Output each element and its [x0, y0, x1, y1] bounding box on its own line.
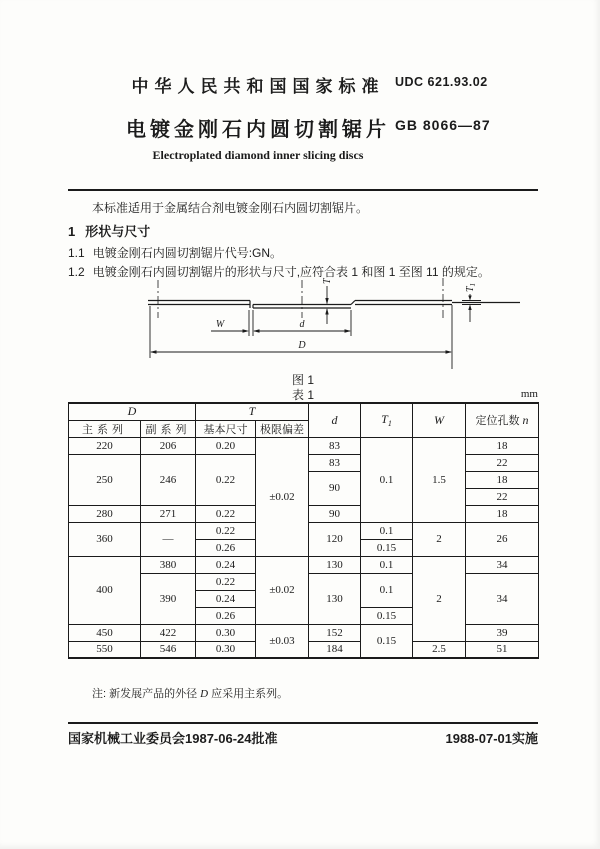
table-cell: 51	[466, 641, 539, 658]
table-cell: 0.30	[196, 641, 256, 658]
clause-1-2-text: 电镀金刚石内圆切割锯片的形状与尺寸,应符合表 1 和图 1 至图 11 的规定。	[92, 265, 490, 279]
table-cell: 0.22	[196, 573, 256, 590]
table-cell: 120	[309, 522, 361, 556]
table-cell: 206	[141, 437, 196, 454]
table-cell: ±0.02	[256, 437, 309, 556]
clause-1-1-text: 电镀金刚石内圆切割锯片代号:GN。	[92, 246, 283, 260]
dim-label-W: W	[215, 319, 225, 330]
udc-number: UDC 621.93.02	[395, 75, 488, 89]
table-cell: 422	[141, 624, 196, 641]
header-basic-size: 基本尺寸	[196, 420, 256, 437]
table-cell: 0.1	[361, 573, 413, 607]
dimension-D	[150, 305, 452, 369]
dim-label-d: d	[299, 319, 305, 330]
table-cell: 220	[69, 437, 141, 454]
dim-label-T: T	[322, 278, 333, 284]
table-cell: 250	[69, 454, 141, 505]
table-cell: 0.22	[196, 505, 256, 522]
table-header	[69, 403, 539, 437]
table-cell: 39	[466, 624, 539, 641]
table-cell: 390	[141, 573, 196, 624]
document-title-chinese: 电镀金刚石内圆切割锯片	[126, 119, 390, 141]
dim-label-T1-sub: 1	[469, 282, 477, 287]
table-cell: 22	[466, 488, 539, 505]
table-row	[69, 437, 539, 454]
header-T-group: T	[196, 403, 309, 420]
table-cell: 18	[466, 505, 539, 522]
table-cell: 271	[141, 505, 196, 522]
table-header-row-groups	[69, 403, 539, 420]
table-cell: 0.1	[361, 437, 413, 522]
table-cell: 0.22	[196, 522, 256, 539]
table-1-caption: 表 1	[291, 388, 314, 402]
table-cell: 1.5	[413, 437, 466, 522]
table-cell: 0.26	[196, 539, 256, 556]
table-cell: 18	[466, 437, 539, 454]
table-cell: 130	[309, 573, 361, 624]
section-1-number: 1	[68, 224, 76, 239]
scope-paragraph: 本标准适用于金属结合剂电镀金刚石内圆切割锯片。	[92, 201, 369, 215]
dimension-table	[68, 402, 539, 659]
table-cell: 26	[466, 522, 539, 556]
table-cell: 130	[309, 556, 361, 573]
centerlines	[158, 278, 443, 320]
table-cell: —	[141, 522, 196, 556]
note-variable-D: D	[200, 688, 209, 700]
table-cell: 22	[466, 454, 539, 471]
figure-1-drawing	[68, 272, 538, 372]
table-unit-label: mm	[520, 388, 538, 400]
header-W: W	[413, 403, 466, 437]
dimension-T	[322, 277, 333, 324]
clause-1-2-number: 1.2	[68, 265, 85, 279]
table-cell: 83	[309, 454, 361, 471]
table-cell: 546	[141, 641, 196, 658]
table-cell: 34	[466, 556, 539, 573]
table-cell: 0.24	[196, 590, 256, 607]
table-cell: ±0.02	[256, 556, 309, 624]
footer-divider	[68, 722, 538, 724]
table-cell: 0.30	[196, 624, 256, 641]
table-cell: 450	[69, 624, 141, 641]
table-cell: 0.15	[361, 624, 413, 658]
dimension-W	[211, 310, 249, 336]
table-body	[69, 437, 539, 658]
implementation-date: 1988-07-01实施	[445, 731, 538, 746]
section-1-title: 形状与尺寸	[85, 224, 151, 239]
header-limit-deviation: 极限偏差	[256, 420, 309, 437]
table-cell: 152	[309, 624, 361, 641]
header-d: d	[309, 403, 361, 437]
table-cell: 0.24	[196, 556, 256, 573]
table-cell: 0.20	[196, 437, 256, 454]
figure-1-caption: 图 1	[291, 373, 314, 387]
header-divider	[68, 189, 538, 191]
table-cell: 0.15	[361, 539, 413, 556]
clause-1-1-number: 1.1	[68, 246, 85, 260]
table-cell: 246	[141, 454, 196, 505]
header-D-group: D	[69, 403, 196, 420]
table-cell: ±0.03	[256, 624, 309, 658]
table-cell: 0.1	[361, 522, 413, 539]
standard-number: GB 8066—87	[395, 117, 491, 133]
table-cell: 90	[309, 471, 361, 505]
document-title-english: Electroplated diamond inner slicing discs	[152, 148, 364, 162]
table-cell: 184	[309, 641, 361, 658]
svg-text:T1	[465, 283, 477, 292]
header-T1: $T_1$	[361, 403, 413, 437]
table-note	[92, 685, 288, 701]
table-cell: 400	[69, 556, 141, 624]
table-cell: 34	[466, 573, 539, 624]
table-cell: 0.26	[196, 607, 256, 624]
dim-label-T1: T	[465, 286, 476, 292]
table-cell: 83	[309, 437, 361, 454]
national-standard-caption: 中华人民共和国国家标准	[131, 77, 385, 96]
table-cell: 550	[69, 641, 141, 658]
table-row	[69, 624, 539, 641]
note-prefix: 注: 新发展产品的外径	[92, 688, 201, 700]
table-cell: 2.5	[413, 641, 466, 658]
dim-label-big-D: D	[298, 340, 306, 351]
table-cell: 2	[413, 522, 466, 556]
table-cell: 360	[69, 522, 141, 556]
table-cell: 90	[309, 505, 361, 522]
table-cell: 0.1	[361, 556, 413, 573]
approval-statement: 国家机械工业委员会1987-06-24批准	[68, 731, 278, 746]
table-cell: 280	[69, 505, 141, 522]
header-hole-count: 定位孔数 n	[466, 403, 539, 437]
table-cell: 2	[413, 556, 466, 641]
note-suffix: 应采用主系列。	[208, 688, 289, 700]
table-row	[69, 556, 539, 573]
table-cell: 380	[141, 556, 196, 573]
table-cell: 0.22	[196, 454, 256, 505]
section-1-heading	[68, 221, 150, 240]
table-cell: 0.15	[361, 607, 413, 624]
header-sub-series: 副系列	[141, 420, 196, 437]
table-cell: 18	[466, 471, 539, 488]
header-main-series: 主系列	[69, 420, 141, 437]
clause-1-1	[68, 244, 538, 261]
